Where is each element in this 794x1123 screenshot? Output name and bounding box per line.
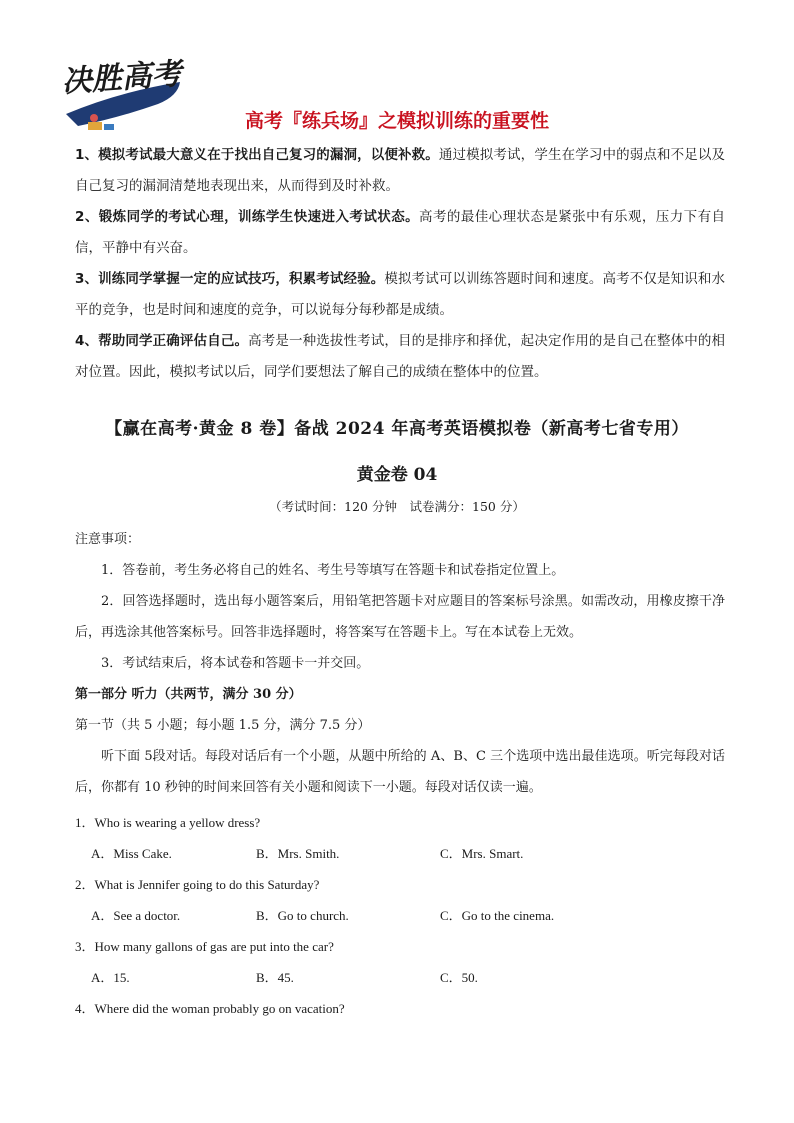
svg-text:决胜高考: 决胜高考 <box>60 56 183 100</box>
notice-1: 1．答卷前，考生务必将自己的姓名、考生号等填写在答题卡和试卷指定位置上。 <box>101 563 565 578</box>
question-3-option-a: A．15. <box>91 970 130 985</box>
point-4-text: 高考是一种选拔性考试，目的是排序和择优，起决定作用的是自己在整体中的相对位置。因此，模拟考试以后，同学们要想法了解自己的成绩在整体中的位置。 <box>75 333 726 380</box>
question-1: 1．Who is wearing a yellow dress? <box>75 815 261 830</box>
question-3-option-c: C．50. <box>440 970 478 985</box>
point-3 <box>75 264 725 326</box>
point-1-heading: 1、模拟考试最大意义在于找出自己复习的漏洞，以便补救。 <box>75 147 439 163</box>
point-2-heading: 2、锻炼同学的考试心理，训练学生快速进入考试状态。 <box>75 209 420 225</box>
question-2: 2．What is Jennifer going to do this Saturday? <box>75 877 320 892</box>
section1-heading: 第一节（共 5 小题；每小题 1.5 分，满分 7.5 分） <box>75 718 371 733</box>
exam-title: 【赢在高考·黄金 8 卷】备战 2024 年高考英语模拟卷（新高考七省专用） <box>105 419 689 439</box>
point-4-heading: 4、帮助同学正确评估自己。 <box>75 333 249 349</box>
point-1 <box>75 140 725 202</box>
point-2-text: 高考的最佳心理状态是紧张中有乐观，压力下有自信，平静中有兴奋。 <box>75 209 725 256</box>
question-1-option-a: A．Miss Cake. <box>91 846 172 861</box>
notice-3: 3．考试结束后，将本试卷和答题卡一并交回。 <box>101 656 370 671</box>
question-4: 4．Where did the woman probably go on vacation? <box>75 1001 345 1016</box>
question-2-option-b: B．Go to church. <box>256 908 349 923</box>
point-2 <box>75 202 725 264</box>
exam-time: （考试时间：120 分钟 试卷满分：150 分） <box>269 499 525 514</box>
point-1-text: 通过模拟考试，学生在学习中的弱点和不足以及自己复习的漏洞清楚地表现出来，从而得到及时补救。 <box>75 147 725 194</box>
question-1-option-b: B．Mrs. Smith. <box>256 846 340 861</box>
exam-subtitle: 黄金卷 04 <box>356 465 438 485</box>
part1-heading: 第一部分 听力（共两节，满分 30 分） <box>75 687 302 702</box>
point-4 <box>75 326 725 388</box>
point-3-heading: 3、训练同学掌握一定的应试技巧，积累考试经验。 <box>75 271 385 287</box>
question-3-option-b: B．45. <box>256 970 294 985</box>
question-2-option-c: C．Go to the cinema. <box>440 908 555 923</box>
banner-title: 高考『练兵场』之模拟训练的重要性 <box>244 110 549 132</box>
notice-2: 2．回答选择题时，选出每小题答案后，用铅笔把答题卡对应题目的答案标号涂黑。如需改动，用橡皮擦干净后，再选涂其他答案标号。回答非选择题时，将答案写在答题卡上。写在本试卷上无效。 <box>75 594 725 640</box>
question-2-option-a: A．See a doctor. <box>91 908 181 923</box>
question-1-option-c: C．Mrs. Smart. <box>440 846 524 861</box>
section1-instructions: 听下面 5段对话。每段对话后有一个小题，从题中所给的 A、B、C 三个选项中选出最佳选项。听完每段对话后，你都有 10 秒钟的时间来回答有关小题和阅读下一小题。每段对话仅读一遍。 <box>75 749 725 795</box>
question-3: 3．How many gallons of gas are put into the car? <box>75 939 334 954</box>
point-3-text: 模拟考试可以训练答题时间和速度。高考不仅是知识和水平的竞争，也是时间和速度的竞争，可以说每分每秒都是成绩。 <box>75 271 725 318</box>
notice-heading: 注意事项： <box>75 532 141 547</box>
